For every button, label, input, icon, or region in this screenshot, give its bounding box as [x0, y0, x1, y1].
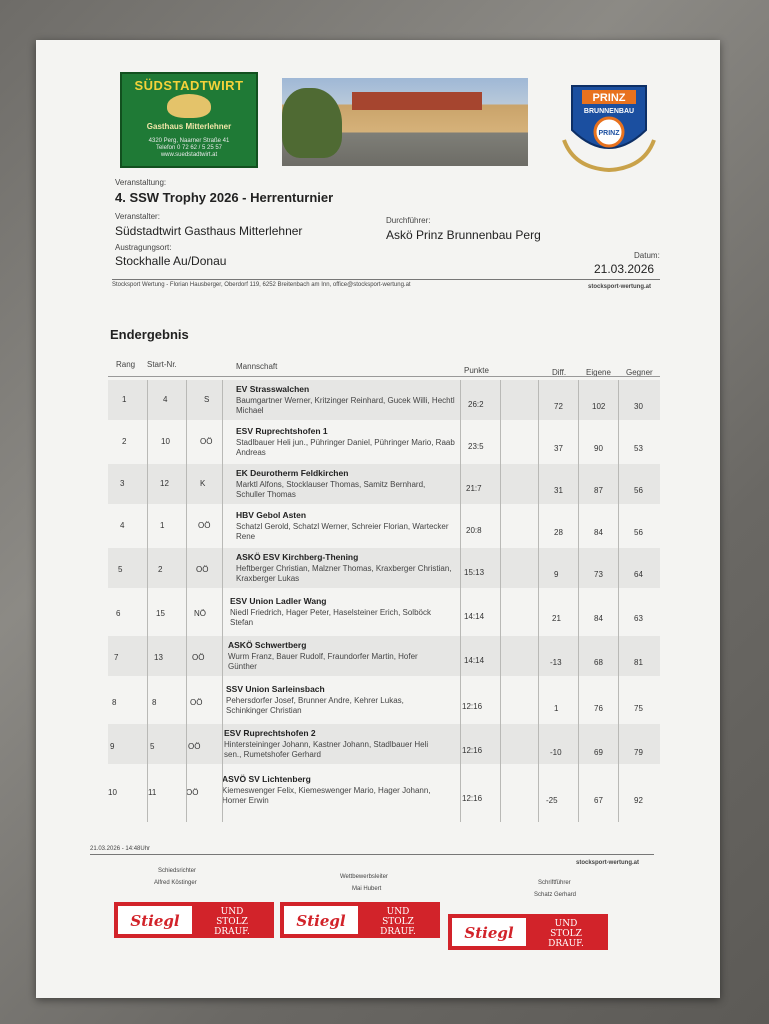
team-name: ASKÖ Schwertberg: [228, 640, 307, 650]
team-name: ESV Ruprechtshofen 1: [236, 426, 328, 436]
logo-emblem-icon: [167, 94, 211, 118]
durchfuehrer-label: Durchführer:: [386, 216, 431, 225]
stiegl-slogan: STOLZ: [382, 917, 414, 927]
stiegl-slogan: UND: [554, 919, 578, 929]
col-eigene: Eigene: [586, 368, 611, 377]
print-timestamp: 21.03.2026 - 14:48Uhr: [90, 846, 151, 852]
cell-punkte: 15:13: [464, 568, 485, 577]
logo-name: Gasthaus Mitterlehner: [146, 122, 232, 131]
cell-punkte: 21:7: [466, 484, 482, 493]
cell-gegner: 81: [634, 658, 643, 667]
cell-team: [228, 640, 448, 672]
team-players: Wurm Franz, Bauer Rudolf, Fraundorfer Martin, Hofer Günther: [228, 652, 418, 671]
cell-diff: 1: [554, 704, 559, 713]
wertung-url: stocksport-wertung.at: [588, 284, 652, 290]
cell-eigene: 67: [594, 796, 603, 805]
cell-punkte: 14:14: [464, 612, 485, 621]
cell-punkte: 12:16: [462, 746, 483, 755]
cell-team: [236, 468, 456, 500]
wertung-credit: Stocksport Wertung - Florian Hausberger, Oberdorf 119, 6252 Breitenbach am Inn, office@stocksport-wertung.at: [112, 282, 411, 288]
cell-diff: 9: [554, 570, 559, 579]
cell-eigene: 87: [594, 486, 603, 495]
cell-land: NÖ: [194, 609, 206, 618]
wettbewerbsleiter-label: Wettbewerbsleiter: [340, 874, 388, 880]
cell-start-nr: 4: [163, 395, 168, 404]
cell-gegner: 79: [634, 748, 643, 757]
stiegl-ad: [280, 902, 440, 938]
team-players: Niedl Friedrich, Hager Peter, Haselsteiner Erich, Solböck Stefan: [230, 608, 431, 627]
stiegl-slogan: STOLZ: [216, 917, 248, 927]
column-divider: [147, 380, 148, 822]
cell-gegner: 75: [634, 704, 643, 713]
team-players: Schatzl Gerold, Schatzl Werner, Schreier Florian, Wartecker Rene: [236, 522, 449, 541]
cell-eigene: 68: [594, 658, 603, 667]
team-players: Heftberger Christian, Malzner Thomas, Kraxberger Christian, Kraxberger Lukas: [236, 564, 452, 583]
crest-sub-text: BRUNNENBAU: [583, 108, 635, 115]
stiegl-brand: Stiegl: [296, 912, 346, 930]
column-divider: [222, 380, 223, 822]
col-rang: Rang: [116, 360, 136, 369]
stiegl-slogan: STOLZ: [550, 929, 582, 939]
cell-team: [222, 774, 442, 806]
cell-rang: 6: [116, 609, 121, 618]
veranstalter-value: Südstadtwirt Gasthaus Mitterlehner: [115, 224, 303, 238]
schiedsrichter-label: Schiedsrichter: [158, 868, 197, 874]
stiegl-brand: Stiegl: [130, 912, 180, 930]
column-divider: [186, 380, 187, 822]
column-divider: [460, 380, 461, 822]
cell-team: [236, 426, 456, 458]
results-sheet: [36, 40, 720, 998]
cell-diff: 72: [554, 402, 563, 411]
cell-rang: 8: [112, 698, 117, 707]
austragungsort-label: Austragungsort:: [115, 243, 172, 252]
logo-word: SÜDSTADTWIRT: [134, 78, 244, 93]
team-name: SSV Union Sarleinsbach: [226, 684, 325, 694]
endergebnis-heading: Endergebnis: [110, 327, 189, 342]
cell-diff: 28: [554, 528, 563, 537]
logo-address: [122, 138, 256, 159]
cell-eigene: 76: [594, 704, 603, 713]
cell-gegner: 56: [634, 528, 643, 537]
stiegl-slogan: DRAUF.: [380, 927, 416, 937]
stiegl-slogan: UND: [386, 907, 410, 917]
team-players: Marktl Alfons, Stocklauser Thomas, Samitz Bernhard, Schuller Thomas: [236, 480, 426, 499]
veranstalter-label: Veranstalter:: [115, 212, 160, 221]
cell-eigene: 84: [594, 528, 603, 537]
stiegl-ad: [114, 902, 274, 938]
cell-diff: 37: [554, 444, 563, 453]
cell-team: [236, 510, 456, 542]
team-name: ASKÖ ESV Kirchberg-Thening: [236, 552, 359, 562]
stiegl-slogan: UND: [220, 907, 244, 917]
stiegl-brand: Stiegl: [464, 924, 514, 942]
cell-start-nr: 1: [160, 521, 165, 530]
schriftfuehrer-label: Schriftführer: [538, 880, 571, 886]
cell-punkte: 12:16: [462, 794, 483, 803]
cell-gegner: 56: [634, 486, 643, 495]
veranstaltung-label: Veranstaltung:: [115, 178, 167, 187]
cell-start-nr: 8: [152, 698, 157, 707]
cell-land: OÖ: [196, 565, 209, 574]
col-punkte: Punkte: [464, 366, 489, 375]
cell-start-nr: 2: [158, 565, 163, 574]
logo-phone-line: Telefon 0 72 62 / 5 25 57: [155, 145, 223, 151]
col-diff: Diff.: [552, 368, 567, 377]
cell-land: OÖ: [190, 698, 203, 707]
footer-url: stocksport-wertung.at: [576, 860, 640, 866]
footer-divider: [90, 854, 654, 855]
cell-rang: 2: [122, 437, 127, 446]
col-gegner: Gegner: [626, 368, 653, 377]
cell-gegner: 92: [634, 796, 643, 805]
cell-rang: 7: [114, 653, 119, 662]
cell-diff: -13: [550, 658, 562, 667]
cell-rang: 4: [120, 521, 125, 530]
schiedsrichter-value: Alfred Köstinger: [154, 880, 197, 886]
header-divider: [112, 279, 660, 280]
cell-start-nr: 10: [161, 437, 170, 446]
cell-rang: 9: [110, 742, 115, 751]
schriftfuehrer-value: Schatz Gerhard: [534, 892, 577, 898]
stiegl-slogan: DRAUF.: [214, 927, 250, 937]
building-photo: [282, 78, 528, 166]
team-players: Baumgartner Werner, Kritzinger Reinhard, Gucek Willi, Hechtl Michael: [236, 396, 455, 415]
cell-start-nr: 13: [154, 653, 163, 662]
event-title: 4. SSW Trophy 2026 - Herrenturnier: [115, 190, 334, 205]
cell-gegner: 63: [634, 614, 643, 623]
cell-punkte: 12:16: [462, 702, 483, 711]
cell-punkte: 14:14: [464, 656, 485, 665]
cell-diff: 21: [552, 614, 561, 623]
cell-rang: 10: [108, 788, 117, 797]
cell-punkte: 26:2: [468, 400, 484, 409]
crest-top-text: PRINZ: [592, 92, 626, 104]
cell-team: [224, 728, 444, 760]
cell-punkte: 20:8: [466, 526, 482, 535]
col-start-nr: Start-Nr.: [147, 360, 177, 369]
logo-web-line: www.suedstadtwirt.at: [160, 152, 218, 158]
team-name: HBV Gebol Asten: [236, 510, 307, 520]
cell-land: S: [204, 395, 210, 404]
team-players: Kiemeswenger Felix, Kiemeswenger Mario, Hager Johann, Horner Erwin: [222, 786, 431, 805]
datum-value: 21.03.2026: [594, 262, 655, 276]
roof-shape: [352, 92, 482, 110]
cell-diff: -10: [550, 748, 562, 757]
cell-rang: 5: [118, 565, 123, 574]
cell-team: [226, 684, 446, 716]
column-divider: [538, 380, 539, 822]
suedstadtwirt-logo: [120, 72, 258, 168]
durchfuehrer-value: Askö Prinz Brunnenbau Perg: [386, 228, 541, 242]
team-players: Stadlbauer Heli jun., Pühringer Daniel, Pühringer Mario, Raab Andreas: [236, 438, 455, 457]
team-name: EV Strasswalchen: [236, 384, 310, 394]
cell-eigene: 84: [594, 614, 603, 623]
cell-team: [230, 596, 450, 628]
cell-eigene: 73: [594, 570, 603, 579]
wettbewerbsleiter-value: Mai Hubert: [352, 886, 382, 892]
cell-eigene: 69: [594, 748, 603, 757]
team-name: EK Deurotherm Feldkirchen: [236, 468, 349, 478]
cell-start-nr: 5: [150, 742, 155, 751]
cell-land: OÖ: [198, 521, 211, 530]
team-name: ASVÖ SV Lichtenberg: [222, 774, 311, 784]
team-players: Pehersdorfer Josef, Brunner Andre, Kehrer Lukas, Schinkinger Christian: [226, 696, 404, 715]
stiegl-slogan: DRAUF.: [548, 939, 584, 949]
cell-rang: 1: [122, 395, 127, 404]
cell-team: [236, 552, 456, 584]
cell-team: [236, 384, 456, 416]
cell-land: OÖ: [200, 437, 213, 446]
cell-start-nr: 12: [160, 479, 169, 488]
cell-start-nr: 11: [148, 788, 157, 797]
cell-punkte: 23:5: [468, 442, 484, 451]
cell-land: OÖ: [186, 788, 199, 797]
cell-start-nr: 15: [156, 609, 165, 618]
logo-address-line: 4320 Perg, Naarner Straße 41: [148, 138, 230, 144]
cell-gegner: 64: [634, 570, 643, 579]
crest-inner-text: PRINZ: [598, 130, 620, 137]
cell-land: OÖ: [192, 653, 205, 662]
cell-gegner: 53: [634, 444, 643, 453]
stiegl-ad: [448, 914, 608, 950]
team-name: ESV Union Ladler Wang: [230, 596, 327, 606]
cell-gegner: 30: [634, 402, 643, 411]
column-divider: [500, 380, 501, 822]
cell-eigene: 90: [594, 444, 603, 453]
cell-diff: -25: [546, 796, 558, 805]
team-name: ESV Ruprechtshofen 2: [224, 728, 316, 738]
cell-land: OÖ: [188, 742, 201, 751]
tree-shape: [282, 88, 342, 158]
cell-eigene: 102: [592, 402, 606, 411]
austragungsort-value: Stockhalle Au/Donau: [115, 254, 227, 268]
team-players: Hintersteininger Johann, Kastner Johann, Stadlbauer Heli sen., Rumetshofer Gerhard: [224, 740, 429, 759]
column-divider: [578, 380, 579, 822]
cell-diff: 31: [554, 486, 563, 495]
column-divider: [618, 380, 619, 822]
datum-label: Datum:: [634, 251, 660, 260]
prinz-brunnenbau-logo: [554, 80, 664, 172]
table-header-rule: [108, 376, 660, 377]
cell-rang: 3: [120, 479, 125, 488]
col-mannschaft: Mannschaft: [236, 362, 278, 371]
cell-land: K: [200, 479, 206, 488]
